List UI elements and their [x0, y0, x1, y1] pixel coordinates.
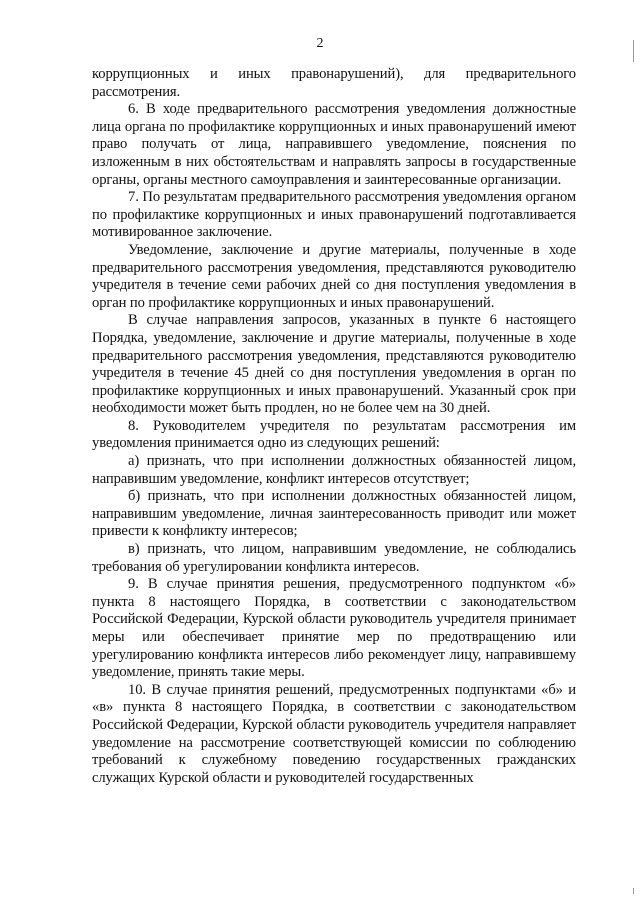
- paragraph-subitem-a: а) признать, что при исполнении должностных обязанностей лицом, направившим уведомление, конфликт интересов отсутствует;: [92, 453, 576, 487]
- paragraph-continuation: коррупционных и иных правонарушений), для предварительного рассмотрения.: [92, 66, 576, 100]
- page-number: 2: [316, 36, 324, 51]
- paragraph-item-6: 6. В ходе предварительного рассмотрения уведомления должностные лица органа по профилактике коррупционных и иных правонарушений имеют право получать от лица, направившего уведомление, пояснения по изложенным в них обстоятельствам и направлять запросы в государственные органы, органы местного самоуправления и заинтересованные организации.: [92, 101, 576, 188]
- paragraph-item-7: 7. По результатам предварительного рассмотрения уведомления органом по профилактике коррупционных и иных правонарушений подготавливается мотивированное заключение.: [92, 189, 576, 241]
- paragraph-subitem-v: в) признать, что лицом, направившим уведомление, не соблюдались требования об урегулировании конфликта интересов.: [92, 541, 576, 575]
- paragraph-item-9: 9. В случае принятия решения, предусмотренного подпунктом «б» пункта 8 настоящего Порядка, в соответствии с законодательством Российской Федерации, Курской области руководитель учредителя принимает меры или обеспечивает принятие мер по предотвращению или урегулированию конфликта интересов либо рекомендует лицу, направившему уведомление, принять такие меры.: [92, 576, 576, 681]
- paragraph-subitem-b: б) признать, что при исполнении должностных обязанностей лицом, направившим уведомление, личная заинтересованность приводит или может привести к конфликту интересов;: [92, 488, 576, 540]
- paragraph-item-8: 8. Руководителем учредителя по результатам рассмотрения им уведомления принимается одно из следующих решений:: [92, 417, 576, 452]
- scan-edge-mark-top: [633, 40, 634, 62]
- scan-edge-mark-bottom: [633, 888, 634, 894]
- paragraph-submission-deadline: Уведомление, заключение и другие материалы, полученные в ходе предварительного рассмотрения уведомления, представляются руководителю учредителя в течение семи рабочих дней со дня поступления уведомления в орган по профилактике коррупционных и иных правонарушений.: [92, 241, 576, 311]
- document-body: [92, 66, 576, 787]
- paragraph-requests-deadline: В случае направления запросов, указанных в пункте 6 настоящего Порядка, уведомление, заключение и другие материалы, полученные в ходе предварительного рассмотрения уведомления, представляются руководителю учредителя в течение 45 дней со дня поступления уведомления в орган по профилактике коррупционных и иных правонарушений. Указанный срок при необходимости может быть продлен, но не более чем на 30 дней.: [92, 312, 576, 417]
- paragraph-item-10: 10. В случае принятия решений, предусмотренных подпунктами «б» и «в» пункта 8 настоящего Порядка, в соответствии с законодательством Российской Федерации, Курской области руководитель учредителя направляет уведомление на рассмотрение соответствующей комиссии по соблюдению требований к служебному поведению государственных гражданских служащих Курской области и руководителей государственных: [92, 681, 576, 786]
